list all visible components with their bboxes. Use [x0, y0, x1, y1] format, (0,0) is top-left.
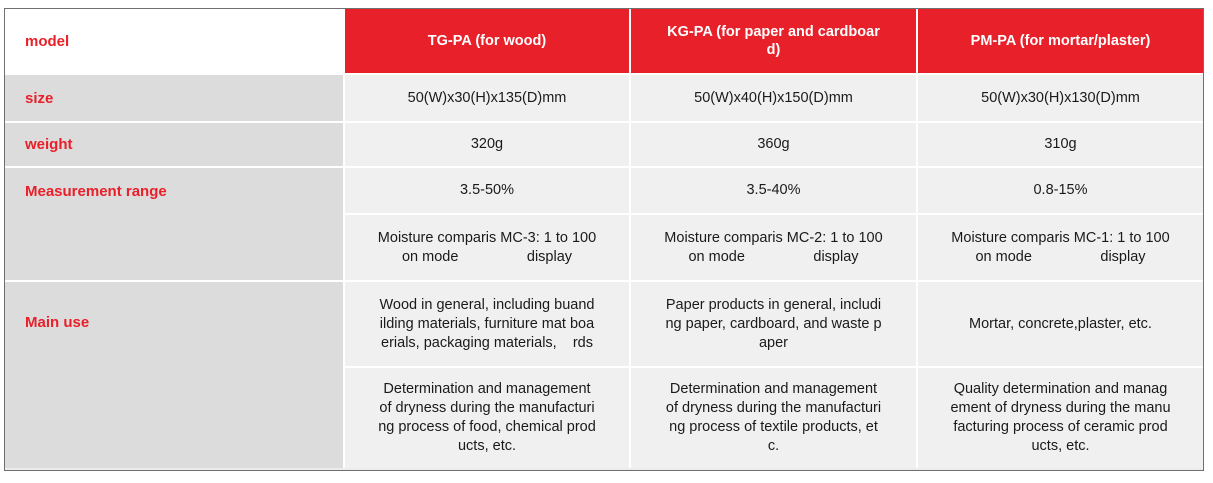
main-use-detail-line: ement of dryness during the manu	[950, 400, 1171, 416]
main-use-line: ilding materials, furniture mat boa	[379, 315, 595, 332]
header-label: model	[5, 9, 343, 73]
weight-value: 360g	[629, 121, 916, 166]
measurement-row	[5, 166, 1203, 213]
size-value: 50(W)x40(H)x150(D)mm	[629, 73, 916, 121]
main-use-detail-line: c.	[767, 438, 780, 454]
header-row	[5, 9, 1203, 73]
main-use-line: Paper products in general, includi	[665, 296, 882, 313]
main-use-detail-line: ng process of textile products, et	[669, 419, 878, 435]
main-use-detail-line: ucts, etc.	[1031, 438, 1090, 454]
measurement-value: 3.5-40%	[629, 166, 916, 213]
main-use-detail-line: of dryness during the manufacturi	[665, 400, 882, 416]
header-col-tg-pa: TG-PA (for wood)	[343, 9, 629, 73]
measurement-mode-line: on mode display	[401, 248, 573, 265]
measurement-mode-line: Moisture comparis MC-3: 1 to 100	[377, 229, 597, 246]
main-use-label-text: Main use	[25, 314, 90, 331]
size-row	[5, 73, 1203, 121]
main-use-line: aper	[758, 334, 789, 351]
main-use-text	[343, 280, 629, 366]
measurement-value: 3.5-50%	[343, 166, 629, 213]
weight-value: 320g	[343, 121, 629, 166]
header-col-kg-pa-line2: d)	[766, 42, 781, 58]
main-use-detail-line: ucts, etc.	[457, 438, 517, 454]
spec-table-frame	[4, 8, 1204, 471]
main-use-detail-line: of dryness during the manufacturi	[379, 400, 595, 416]
weight-row	[5, 121, 1203, 166]
main-use-line: Mortar, concrete,plaster, etc.	[969, 315, 1152, 332]
measurement-mode-line: Moisture comparis MC-1: 1 to 100	[951, 229, 1170, 246]
main-use-line: erials, packaging materials, rds	[381, 334, 593, 351]
size-value: 50(W)x30(H)x135(D)mm	[343, 73, 629, 121]
size-value: 50(W)x30(H)x130(D)mm	[916, 73, 1203, 121]
measurement-mode-line: Moisture comparis MC-2: 1 to 100	[664, 229, 883, 246]
main-use-detail-line: Determination and management	[669, 381, 878, 397]
header-col-kg-pa	[629, 9, 916, 73]
weight-value: 310g	[916, 121, 1203, 166]
main-use-detail	[343, 366, 629, 468]
measurement-label-text: Measurement range	[25, 183, 167, 200]
main-use-detail	[916, 366, 1203, 468]
main-use-detail-line: Determination and management	[383, 381, 591, 397]
measurement-label	[5, 166, 343, 280]
header-col-pm-pa: PM-PA (for mortar/plaster)	[916, 9, 1203, 73]
main-use-row	[5, 280, 1203, 366]
main-use-line: ng paper, cardboard, and waste p	[665, 315, 882, 332]
main-use-detail	[629, 366, 916, 468]
measurement-mode-line: on mode display	[975, 248, 1146, 265]
measurement-mode-line: on mode display	[688, 248, 859, 265]
size-label: size	[5, 73, 343, 121]
measurement-mode	[629, 213, 916, 280]
header-col-kg-pa-line1: KG-PA (for paper and cardboar	[667, 24, 880, 40]
measurement-mode	[916, 213, 1203, 280]
measurement-mode	[343, 213, 629, 280]
weight-label: weight	[5, 121, 343, 166]
main-use-text	[916, 280, 1203, 366]
spec-table	[5, 9, 1203, 468]
main-use-label	[5, 280, 343, 468]
main-use-line: Wood in general, including buand	[379, 296, 595, 313]
main-use-detail-line: ng process of food, chemical prod	[378, 419, 596, 435]
measurement-value: 0.8-15%	[916, 166, 1203, 213]
main-use-detail-line: facturing process of ceramic prod	[953, 419, 1168, 435]
main-use-text	[629, 280, 916, 366]
main-use-detail-line: Quality determination and manag	[953, 381, 1168, 397]
